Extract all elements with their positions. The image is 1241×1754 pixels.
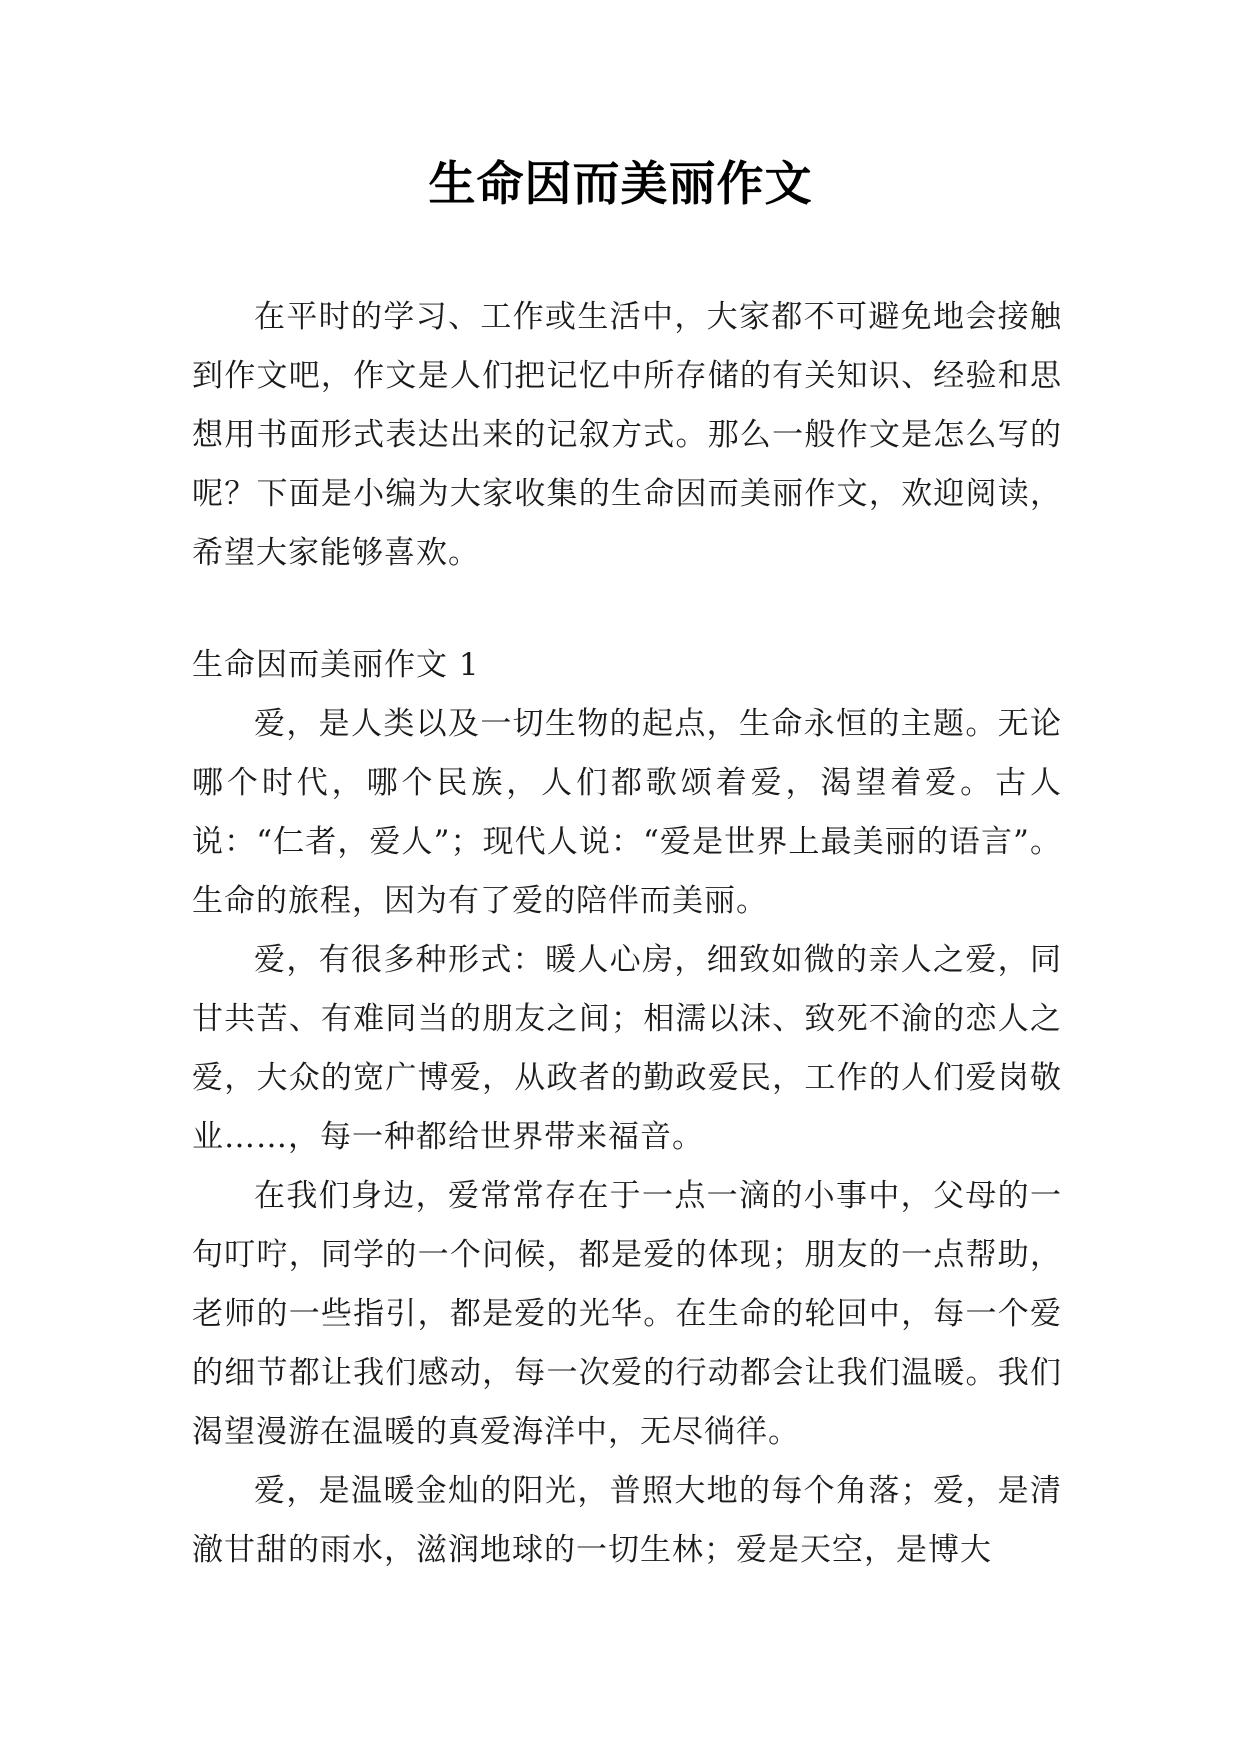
essay-paragraph-2: 爱，有很多种形式：暖人心房，细致如微的亲人之爱，同甘共苦、有难同当的朋友之间；相濡以沫、致死不渝的恋人之爱，大众的宽广博爱，从政者的勤政爱民，工作的人们爱岗敬业……，每一种都给世界带来福音。 — [192, 942, 1062, 1155]
intro-block — [192, 288, 1062, 583]
section-heading: 生命因而美丽作文 1 — [192, 647, 480, 683]
essay-paragraph-3: 在我们身边，爱常常存在于一点一滴的小事中，父母的一句叮咛，同学的一个问候，都是爱的体现；朋友的一点帮助，老师的一些指引，都是爱的光华。在生命的轮回中，每一个爱的细节都让我们感动，每一次爱的行动都会让我们温暖。我们渴望漫游在温暖的真爱海洋中，无尽徜徉。 — [192, 1178, 1062, 1450]
essay-paragraph-4: 爱，是温暖金灿的阳光，普照大地的每个角落；爱，是清澈甘甜的雨水，滋润地球的一切生林；爱是天空，是博大 — [192, 1473, 1062, 1568]
document-title: 生命因而美丽作文 — [428, 157, 813, 212]
intro-paragraph: 在平时的学习、工作或生活中，大家都不可避免地会接触到作文吧，作文是人们把记忆中所存储的有关知识、经验和思想用书面形式表达出来的记叙方式。那么一般作文是怎么写的呢？下面是小编为大家收集的生命因而美丽作文，欢迎阅读，希望大家能够喜欢。 — [192, 299, 1062, 571]
essay-paragraph-1: 爱，是人类以及一切生物的起点，生命永恒的主题。无论哪个时代，哪个民族，人们都歌颂着爱，渴望着爱。古人说：“仁者，爱人”；现代人说：“爱是世界上最美丽的语言”。生命的旅程，因为有了爱的陪伴而美丽。 — [192, 706, 1062, 919]
essay-section — [192, 636, 1062, 1580]
